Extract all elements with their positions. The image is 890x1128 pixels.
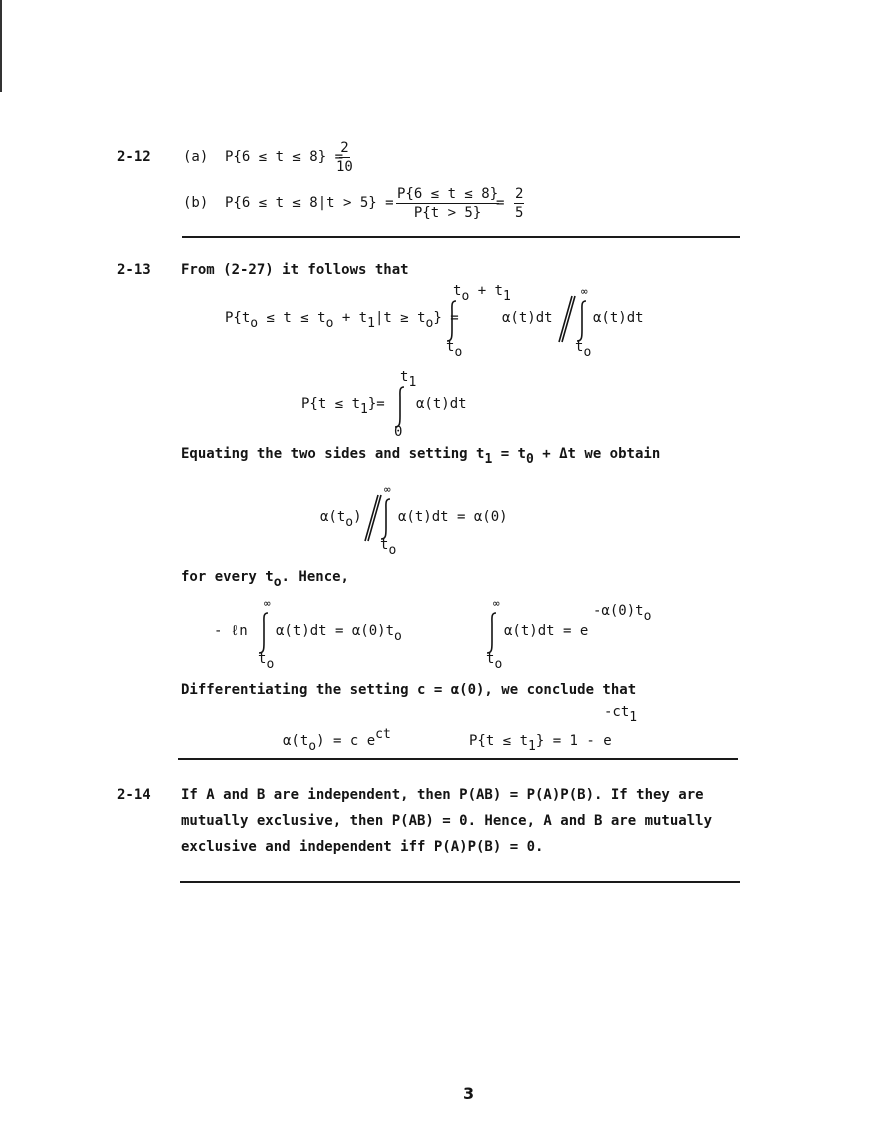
eq3-lhs: α(to) bbox=[320, 509, 362, 530]
eq1-upper-limit: to + t1 bbox=[453, 283, 511, 304]
problem-number-2-14: 2-14 bbox=[117, 787, 151, 803]
scan-margin-line bbox=[0, 0, 2, 92]
part-a-fraction bbox=[336, 141, 353, 174]
eq1-lower-limit-2: to bbox=[575, 339, 592, 360]
eq2-lower-limit: 0 bbox=[394, 424, 403, 440]
problem-2-13-intro: From (2-27) it follows that bbox=[181, 262, 409, 278]
eq5-integrand: α(t)dt = e bbox=[504, 623, 589, 639]
part-b-equals: = bbox=[496, 195, 505, 211]
eq6: α(to) = c ect bbox=[283, 727, 391, 754]
eq4-integrand: α(t)dt = α(0)to bbox=[276, 623, 402, 644]
eq7: P{t ≤ t1} = 1 - e bbox=[469, 733, 612, 754]
eq1-lower-limit: to bbox=[446, 339, 463, 360]
section-divider-1 bbox=[182, 236, 740, 238]
eq4-lhs: - ℓn bbox=[214, 623, 248, 639]
part-b-label: (b) bbox=[183, 195, 209, 211]
problem-2-14-line-3: exclusive and independent iff P(A)P(B) = 0. bbox=[181, 839, 544, 855]
eq3-integrand: α(t)dt = α(0) bbox=[398, 509, 508, 525]
for-every-text: for every to. Hence, bbox=[181, 569, 349, 590]
problem-number-2-13: 2-13 bbox=[117, 262, 151, 278]
problem-number-2-12: 2-12 bbox=[117, 149, 151, 165]
problem-2-14-line-1: If A and B are independent, then P(AB) = P(A)P(B). If they are bbox=[181, 787, 704, 803]
equating-text: Equating the two sides and setting t1 = t0 + Δt we obtain bbox=[181, 446, 661, 467]
part-b-numerator: P{6 ≤ t ≤ 8} bbox=[397, 186, 499, 202]
eq5-upper-infinity: ∞ bbox=[493, 597, 500, 610]
eq1-integrand-2: α(t)dt bbox=[593, 310, 644, 326]
eq2-lhs: P{t ≤ t1}= bbox=[301, 396, 385, 417]
part-a-label: (a) bbox=[183, 149, 209, 165]
eq4-upper-infinity: ∞ bbox=[264, 597, 271, 610]
part-b-lhs: P{6 ≤ t ≤ 8|t > 5} = bbox=[225, 195, 394, 211]
problem-2-14-line-2: mutually exclusive, then P(AB) = 0. Hence, A and B are mutually bbox=[181, 813, 713, 829]
eq3-upper-infinity: ∞ bbox=[384, 483, 391, 496]
eq5-integral-sign bbox=[484, 610, 500, 656]
eq3-lower-limit: to bbox=[380, 537, 397, 558]
part-b-result-fraction bbox=[514, 187, 524, 220]
part-a-denominator: 10 bbox=[336, 159, 353, 175]
eq1-lhs: P{to ≤ t ≤ to + t1|t ≥ to} = bbox=[225, 310, 459, 331]
eq4-integral-sign bbox=[256, 610, 272, 656]
eq4-lower-limit: to bbox=[258, 651, 275, 672]
eq1-integral-sign bbox=[444, 298, 460, 344]
eq3-integral-sign bbox=[378, 496, 394, 542]
eq1-integrand-1: α(t)dt bbox=[502, 310, 553, 326]
eq7-exponent: -ct1 bbox=[604, 704, 638, 725]
part-a-lhs: P{6 ≤ t ≤ 8} = bbox=[225, 149, 344, 165]
differentiating-text: Differentiating the setting c = α(0), we conclude that bbox=[181, 682, 637, 698]
section-divider-2 bbox=[178, 758, 738, 760]
eq2-upper-limit: t1 bbox=[400, 369, 417, 390]
part-a-numerator: 2 bbox=[340, 140, 349, 156]
eq5-exponent: -α(0)to bbox=[593, 603, 652, 624]
part-b-result-numerator: 2 bbox=[515, 186, 524, 202]
eq1-integral-sign-2 bbox=[574, 298, 590, 344]
part-b-denominator: P{t > 5} bbox=[413, 205, 482, 221]
section-divider-3 bbox=[180, 881, 740, 883]
part-b-result-denominator: 5 bbox=[515, 205, 524, 221]
eq5-lower-limit: to bbox=[486, 651, 503, 672]
page-number: 3 bbox=[463, 1084, 475, 1103]
part-b-fraction bbox=[396, 187, 499, 220]
eq2-integrand: α(t)dt bbox=[416, 396, 467, 412]
eq1-upper-infinity: ∞ bbox=[581, 285, 588, 298]
